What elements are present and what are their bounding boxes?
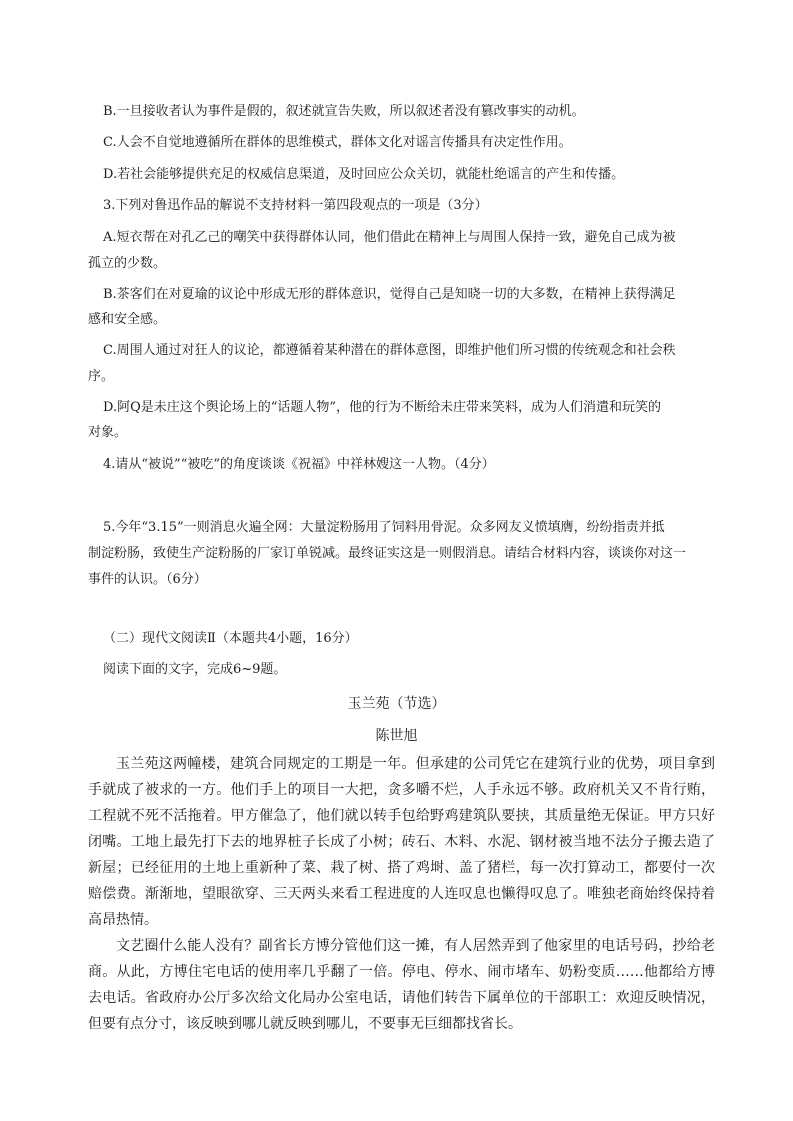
article-author: 陈世旭 (375, 728, 418, 744)
question-3: 3.下列对鲁迅作品的解说不支持材料一第四段观点的一项是（3分） (103, 198, 488, 213)
article-title: 玉兰苑（节选） (347, 696, 446, 712)
q3-option-b-line2: 感和安全感。 (88, 312, 167, 327)
reading-instruction: 阅读下面的文字，完成6~9题。 (103, 662, 287, 677)
question-5-line1: 5.今年“3.15”一则消息火遍全网：大量淀粉肠用了饲料用骨泥。众多网友义愤填膺，纷纷指责并抵 (103, 520, 665, 535)
option-c-text: C.人会不自觉地遵循所在群体的思维模式，群体文化对谣言传播具有决定性作用。 (103, 135, 572, 150)
question-5-line2: 制淀粉肠，致使生产淀粉肠的厂家订单锐减。最终证实这是一则假消息。请结合材料内容，谈谈你对这一 (88, 546, 687, 561)
q3-option-a-line2: 孤立的少数。 (88, 256, 167, 271)
q3-option-b-line1: B.茶客们在对夏瑜的议论中形成无形的群体意识，觉得自己是知晓一切的大多数，在精神上获得满足 (103, 287, 676, 302)
option-b-text: B.一旦接收者认为事件是假的，叙述就宣告失败，所以叙述者没有篡改事实的动机。 (103, 104, 585, 119)
q3-option-d-line2: 对象。 (88, 425, 128, 440)
section-heading: （二）现代文阅读Ⅱ（本题共4小题，16分） (103, 631, 358, 646)
q3-option-c-line1: C.周围人通过对狂人的议论，都遵循着某种潜在的群体意图，即维护他们所习惯的传统观念和社会秩 (103, 343, 676, 358)
question-4: 4.请从“被说”“被吃”的角度谈谈《祝福》中祥林嫂这一人物。（4分） (103, 457, 495, 472)
article-body (88, 751, 715, 1037)
q3-option-c-line2: 序。 (88, 369, 115, 384)
article-paragraph-1: 玉兰苑这两幢楼，建筑合同规定的工期是一年。但承建的公司凭它在建筑行业的优势，项目拿到手就成了被求的一方。他们手上的项目一大把，贪多嚼不烂，人手永远不够。政府机关又不肯行贿，工程就不死不活拖着。甲方催急了，他们就以转手包给野鸡建筑队要挟，其质量绝无保证。甲方只好闭嘴。工地上最先打下去的地界桩子长成了小树；砖石、木料、水泥、钢材被当地不法分子搬去造了新屋；已经征用的土地上重新种了菜、栽了树、搭了鸡埘、盖了猪栏，每一次打算动工，都要付一次赔偿费。渐渐地，望眼欲穿、三天两头来看工程进度的人连叹息也懒得叹息了。唯独老商始终保持着高昂热情。 (88, 756, 715, 928)
question-5-line3: 事件的认识。（6分） (88, 572, 207, 587)
option-d-text: D.若社会能够提供充足的权威信息渠道，及时回应公众关切，就能杜绝谣言的产生和传播。 (103, 167, 625, 182)
article-paragraph-2: 文艺圈什么能人没有？副省长方博分管他们这一摊，有人居然弄到了他家里的电话号码，抄给老商。从此，方博住宅电话的使用率几乎翻了一倍。停电、停水、闹市堵车、奶粉变质……他都给方博去电话。省政府办公厅多次给文化局办公室电话，请他们转告下属单位的干部职工：欢迎反映情况，但要有点分寸，该反映到哪儿就反映到哪儿，不要事无巨细都找省长。 (88, 938, 715, 1032)
q3-option-a-line1: A.短衣帮在对孔乙己的嘲笑中获得群体认同，他们借此在精神上与周围人保持一致，避免自己成为被 (103, 230, 676, 245)
q3-option-d-line1: D.阿Q是未庄这个舆论场上的“话题人物”，他的行为不断给未庄带来笑料，成为人们消遣和玩笑的 (103, 400, 662, 415)
